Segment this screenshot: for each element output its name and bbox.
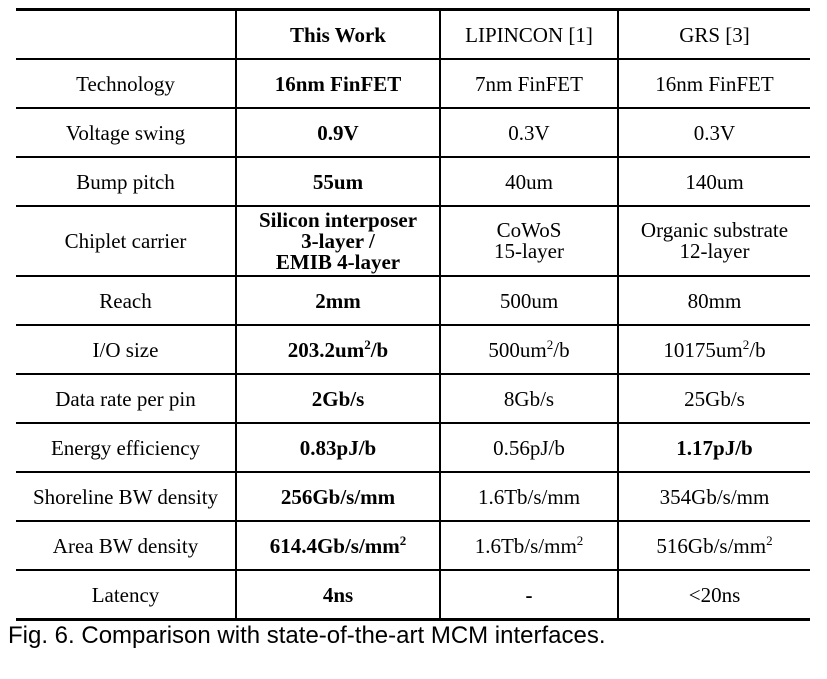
comparison-table (16, 8, 810, 621)
row-label: Bump pitch (16, 157, 236, 206)
row-label: Data rate per pin (16, 374, 236, 423)
cell-line: Silicon interposer (258, 207, 418, 232)
row-latency (16, 570, 810, 620)
row-technology (16, 59, 810, 108)
value-base: 10175um (663, 337, 743, 362)
grs-cell (618, 521, 810, 570)
value-superscript: 2 (576, 532, 584, 548)
grs-cell: 16nm FinFET (618, 59, 810, 108)
header-corner-cell (16, 10, 236, 60)
grs-cell: <20ns (618, 570, 810, 620)
cell-line: 12-layer (679, 239, 750, 263)
row-label: Voltage swing (16, 108, 236, 157)
value-suffix: /b (553, 337, 570, 362)
lipincon-cell: 1.6Tb/s/mm (440, 472, 618, 521)
grs-cell: 354Gb/s/mm (618, 472, 810, 521)
value-base: 614.4Gb/s/mm (269, 533, 400, 558)
lipincon-cell: 500um (440, 276, 618, 325)
this-work-cell: 2Gb/s (236, 374, 440, 423)
cell-line: 15-layer (494, 239, 564, 263)
row-chiplet-carrier (16, 206, 810, 276)
lipincon-cell: 7nm FinFET (440, 59, 618, 108)
row-voltage-swing (16, 108, 810, 157)
lipincon-cell: 0.3V (440, 108, 618, 157)
figure-caption: Fig. 6. Comparison with state-of-the-art MCM interfaces. (8, 622, 606, 649)
row-label: Chiplet carrier (16, 206, 236, 276)
lipincon-cell (440, 206, 618, 276)
row-label: Latency (16, 570, 236, 620)
row-bump-pitch (16, 157, 810, 206)
value-superscript: 2 (766, 532, 773, 548)
row-label: Technology (16, 59, 236, 108)
grs-cell: 140um (618, 157, 810, 206)
row-reach (16, 276, 810, 325)
this-work-cell: 4ns (236, 570, 440, 620)
value-base: 203.2um (287, 337, 365, 362)
row-label: Area BW density (16, 521, 236, 570)
header-row (16, 10, 810, 60)
cell-line: CoWoS (496, 218, 562, 242)
value-superscript: 2 (364, 336, 371, 352)
header-this-work: This Work (236, 10, 440, 60)
value-superscript: 2 (742, 336, 750, 352)
header-grs: GRS [3] (618, 10, 810, 60)
row-io-size (16, 325, 810, 374)
this-work-cell: 256Gb/s/mm (236, 472, 440, 521)
row-energy-efficiency (16, 423, 810, 472)
value-suffix: /b (749, 337, 766, 362)
grs-cell (618, 206, 810, 276)
lipincon-cell (440, 521, 618, 570)
row-label: Energy efficiency (16, 423, 236, 472)
this-work-cell (236, 521, 440, 570)
this-work-cell: 16nm FinFET (236, 59, 440, 108)
value-base: 500um (488, 337, 547, 362)
row-area-bw-density (16, 521, 810, 570)
row-shoreline-bw-density (16, 472, 810, 521)
value-base: 516Gb/s/mm (656, 533, 767, 558)
cell-line: 3-layer / (301, 228, 375, 253)
value-base: 1.6Tb/s/mm (474, 533, 577, 558)
row-data-rate-per-pin (16, 374, 810, 423)
this-work-cell: 0.83pJ/b (236, 423, 440, 472)
header-lipincon: LIPINCON [1] (440, 10, 618, 60)
grs-cell: 0.3V (618, 108, 810, 157)
grs-cell: 1.17pJ/b (618, 423, 810, 472)
lipincon-cell (440, 325, 618, 374)
grs-cell (618, 325, 810, 374)
value-superscript: 2 (399, 532, 407, 548)
cell-line: EMIB 4-layer (275, 249, 401, 274)
value-superscript: 2 (546, 336, 554, 352)
this-work-cell: 55um (236, 157, 440, 206)
grs-cell: 80mm (618, 276, 810, 325)
lipincon-cell: - (440, 570, 618, 620)
row-label: Reach (16, 276, 236, 325)
cell-line: Organic substrate (640, 218, 789, 242)
row-label: I/O size (16, 325, 236, 374)
this-work-cell (236, 206, 440, 276)
lipincon-cell: 40um (440, 157, 618, 206)
this-work-cell: 2mm (236, 276, 440, 325)
this-work-cell (236, 325, 440, 374)
value-suffix: /b (370, 337, 389, 362)
grs-cell: 25Gb/s (618, 374, 810, 423)
lipincon-cell: 8Gb/s (440, 374, 618, 423)
lipincon-cell: 0.56pJ/b (440, 423, 618, 472)
this-work-cell: 0.9V (236, 108, 440, 157)
row-label: Shoreline BW density (16, 472, 236, 521)
